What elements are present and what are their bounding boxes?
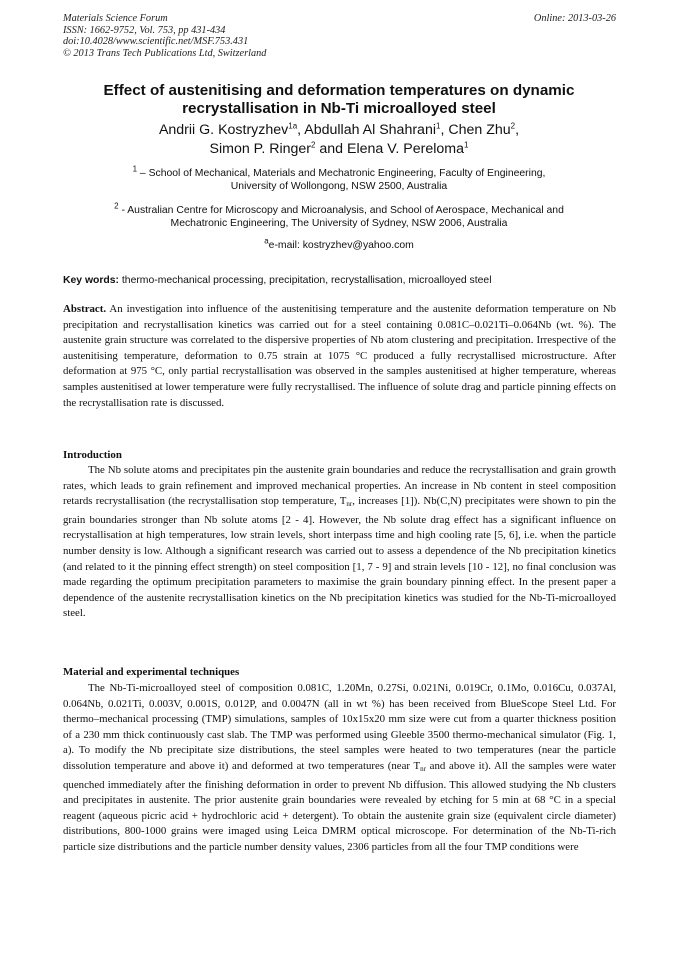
affiliation-2 [60,201,618,230]
keywords [63,274,616,287]
abstract [63,302,616,411]
journal-header [63,13,616,59]
materials-text-a: The Nb-Ti-microalloyed steel of composition 0.081C, 1.20Mn, 0.27Si, 0.021Ni, 0.019Cr, 0.1Mo, 0.016Cu, 0.037Al, 0.064Nb, 0.021Ti, 0.003V, 0.001S, 0.012P, and 0.0047N (all in wt %) has been received from BlueScope Steel Ltd. For thermo–mechanical processing (TMP) simulations, samples of 10x15x20 mm size were cut from a quarter thickness position of a 230 mm thick continuously cast slab. The TMP was performed using Gleeble 3500 thermo-mechanical simulator (Fig. 1, a). To modify the Nb precipitate size distributions, the steel samples were heated to two temperatures (near the particle dissolution temperature and above it) and deformed at two temperatures (near T [63,682,616,772]
journal-name: Materials Science Forum [63,13,168,24]
affiliation-2-line-2: Mechatronic Engineering, The University of Sydney, NSW 2006, Australia [170,218,508,229]
affiliation-2-line-1 [60,201,618,217]
affiliation-text: – School of Mechanical, Materials and Mechatronic Engineering, Faculty of Engineering, [137,168,546,179]
author-name: Andrii G. Kostryzhev [158,122,289,138]
materials-text-b: and above it). All the samples were water quenched immediately after the finishing deformation in order to prevent Nb diffusion. This allowed studying the Nb clusters and precipitates in austenite. The prior austenite grain boundaries were revealed by etching for 5 min at 68 °C in a special reagent (aqueous picric acid + hydrochloric acid + detergent). To obtain the austenite grain size (equivalent circle diameter) distributions, 800-1000 grains were imaged using Leica DMRM optical microscope. For determination of the Nb-Ti-rich particle size distributions and the particle number density values, 2306 particles from all the four TMP conditions were [63,759,616,853]
introduction-heading: Introduction [63,449,122,461]
author-affiliation-mark: 2 [311,140,316,150]
author-separator: , [440,122,449,138]
author-affiliation-mark: 1a [288,121,298,131]
author-name: Abdullah Al Shahrani [304,122,436,138]
affiliation-mark: 1 [132,164,138,174]
email-text: e-mail: kostryzhev@yahoo.com [268,240,414,251]
materials-subscript: nr [420,764,426,773]
issn-line: ISSN: 1662-9752, Vol. 753, pp 431-434 [63,24,226,36]
introduction-subscript: nr [346,500,353,509]
title-line-2: recrystallisation in Nb-Ti microalloyed steel [182,100,496,117]
author-name: Simon P. Ringer [209,141,311,157]
keywords-label: Key words: [63,275,120,286]
affiliation-1-line-2: University of Wollongong, NSW 2500, Australia [230,181,448,192]
author-separator: and [315,141,348,157]
affiliation-text: - Australian Centre for Microscopy and Microanalysis, and School of Aerospace, Mechanical and [118,205,564,216]
abstract-text: An investigation into influence of the austenitising temperature and the austenite deformation temperature on Nb precipitation and recrystallisation kinetics was carried out for a steel containing 0.081C–0.021Ti–0.064Nb (wt. %). The austenite grain structure was correlated to the dispersive properties of Nb atom clustering and precipitation. Irrespective of the austenitising temperature, deformation to 0.75 strain at 1075 °C produced a fully recrystallised microstructure. After deformation at 975 °C, only partial recrystallisation was observed in the samples austenitised at higher temperature, whereas samples austenitised at lower temperature were fully recrystallised. The influence of solute drag and particle pinning effects on the recrystallisation rate is discussed. [63,303,616,409]
doi-line: doi:10.4028/www.scientific.net/MSF.753.431 [63,36,249,47]
materials-paragraph [63,681,616,856]
affiliation-1-line-1 [60,164,618,180]
author-name: Chen Zhu [448,122,511,138]
introduction-text-b: , increases [1]). Nb(C,N) precipitates were shown to pin the grain boundaries stronger than Nb solute atoms [2 - 4]. However, the Nb solute drag effect has a significant influence on recrystallisation at high temperatures, low strain levels, short interpass time and high cooling rate [5, 6], i.e. when the particle number density is low. Although a significant research was carried out to assess a dependence of the Nb precipitation kinetics (and related to it the pinning effect strength) on steel composition [1, 7 - 9] and strain levels [10 - 12], no final conclusion was made regarding the optimum precipitation parameters to maximise the grain boundary pinning effect. In the present paper a dependence of the austenite recrystallisation kinetics on the Nb precipitation kinetics was studied for the Nb-Ti-microalloyed steel. [63,495,616,620]
author-line-1: Andrii G. Kostryzhev$^{1a}$, Abdullah Al Shahrani$^1$, Chen Zhu$^2$, [158,121,520,138]
author-name: Elena V. Pereloma [347,141,465,157]
paper-title [40,82,638,118]
author-separator: , [297,122,305,138]
abstract-label: Abstract. [63,303,107,315]
materials-heading: Material and experimental techniques [63,666,240,678]
contact-email [60,236,618,252]
introduction-text-a: The Nb solute atoms and precipitates pin the austenite grain boundaries and reduce the recrystallisation and grain growth rates, which leads to grain refinement and improved mechanical properties. An increase in Nb content in steel composition retards recrystallisation (the recrystallisation stop temperature, T [63,464,616,508]
introduction-paragraph [63,463,616,622]
author-affiliation-mark: 1 [464,140,469,150]
affiliation-mark: 2 [114,201,119,211]
author-line-2 [40,140,638,159]
copyright-line: © 2013 Trans Tech Publications Ltd, Switzerland [63,47,267,59]
online-date: Online: 2013-03-26 [533,13,616,24]
author-affiliation-mark: 1 [436,121,441,131]
email-mark: a [264,236,269,246]
keywords-text: thermo-mechanical processing, precipitation, recrystallisation, microalloyed steel [119,275,492,286]
author-list [40,121,638,159]
affiliation-1 [60,164,618,193]
author-affiliation-mark: 2 [510,121,516,131]
title-line-1: Effect of austenitising and deformation temperatures on dynamic [103,82,575,99]
